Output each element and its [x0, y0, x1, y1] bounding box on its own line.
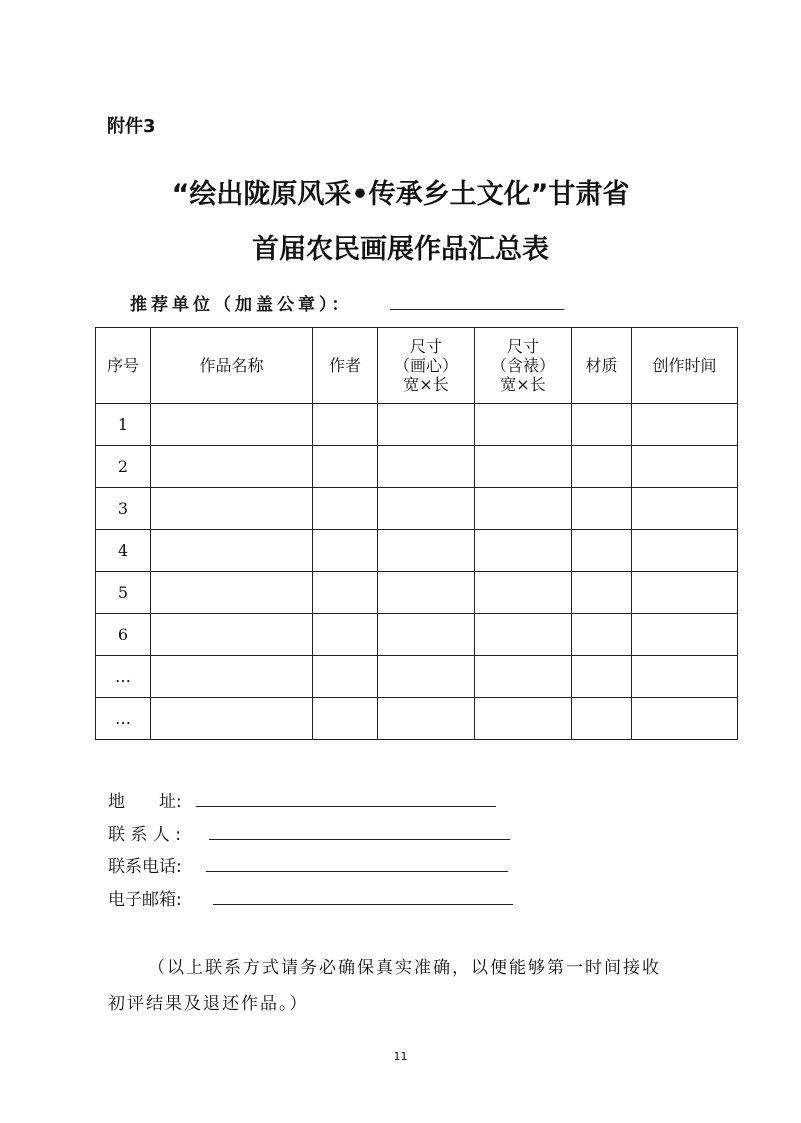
- table-cell[interactable]: [475, 698, 572, 740]
- table-cell[interactable]: [151, 572, 313, 614]
- table-cell[interactable]: [632, 446, 738, 488]
- column-header-line: 作品名称: [199, 356, 264, 375]
- column-header: [378, 328, 475, 404]
- table-cell[interactable]: [151, 530, 313, 572]
- table-cell[interactable]: [378, 404, 475, 446]
- address-label: 地 址:: [108, 792, 182, 812]
- table-cell[interactable]: [632, 404, 738, 446]
- table-cell[interactable]: [572, 488, 632, 530]
- table-cell[interactable]: [572, 698, 632, 740]
- table-cell[interactable]: [313, 614, 378, 656]
- column-header-line: 材质: [585, 356, 618, 375]
- address-row: [108, 787, 182, 812]
- table-cell[interactable]: [313, 530, 378, 572]
- title-line-1: “绘出陇原风采•传承乡土文化”甘肃省: [171, 179, 630, 210]
- table-cell[interactable]: [475, 404, 572, 446]
- table-cell[interactable]: [572, 572, 632, 614]
- row-number: …: [96, 698, 151, 740]
- table-cell[interactable]: [151, 614, 313, 656]
- contact-note: [108, 950, 708, 1022]
- note-line-2: 初评结果及退还作品。）: [108, 994, 309, 1014]
- table-cell[interactable]: [475, 572, 572, 614]
- column-header: [96, 328, 151, 404]
- table-row: [96, 656, 738, 698]
- contact-person-label: 联 系 人 :: [108, 825, 181, 845]
- table-cell[interactable]: [475, 614, 572, 656]
- table-cell[interactable]: [572, 404, 632, 446]
- column-header: [475, 328, 572, 404]
- row-number: 6: [96, 614, 151, 656]
- table-cell[interactable]: [378, 446, 475, 488]
- table-cell[interactable]: [632, 572, 738, 614]
- table-cell[interactable]: [378, 572, 475, 614]
- table-cell[interactable]: [632, 656, 738, 698]
- page-number: 11: [393, 1050, 408, 1063]
- table-cell[interactable]: [313, 698, 378, 740]
- table-cell[interactable]: [475, 656, 572, 698]
- table-cell[interactable]: [313, 488, 378, 530]
- phone-label: 联系电话:: [108, 857, 182, 877]
- column-header-line: （画心）: [393, 356, 458, 375]
- table-header-row: [96, 328, 738, 404]
- table-cell[interactable]: [313, 572, 378, 614]
- table-cell[interactable]: [313, 446, 378, 488]
- summary-table: [95, 327, 738, 740]
- row-number: 3: [96, 488, 151, 530]
- table-cell[interactable]: [632, 530, 738, 572]
- table-row: [96, 614, 738, 656]
- email-label: 电子邮箱:: [108, 890, 182, 910]
- column-header: [151, 328, 313, 404]
- column-header-line: 作者: [328, 356, 361, 375]
- table-cell[interactable]: [151, 446, 313, 488]
- table-cell[interactable]: [572, 530, 632, 572]
- table-cell[interactable]: [632, 488, 738, 530]
- table-body: [96, 404, 738, 740]
- table-row: [96, 572, 738, 614]
- column-header-line: （含裱）: [490, 356, 555, 375]
- table-cell[interactable]: [378, 614, 475, 656]
- address-blank[interactable]: [196, 806, 496, 807]
- column-header-line: 序号: [106, 356, 139, 375]
- table-row: [96, 446, 738, 488]
- email-blank[interactable]: [213, 904, 513, 905]
- attachment-label: 附件3: [107, 116, 156, 137]
- table-cell[interactable]: [632, 614, 738, 656]
- table-cell[interactable]: [151, 404, 313, 446]
- table-cell[interactable]: [151, 488, 313, 530]
- table-row: [96, 488, 738, 530]
- column-header-line: 宽×长: [500, 375, 546, 394]
- column-header-line: 创作时间: [652, 356, 717, 375]
- table-cell[interactable]: [151, 698, 313, 740]
- table-cell[interactable]: [572, 656, 632, 698]
- column-header: [572, 328, 632, 404]
- table-row: [96, 530, 738, 572]
- contact-person-row: [108, 820, 181, 845]
- table-cell[interactable]: [313, 656, 378, 698]
- table-cell[interactable]: [378, 530, 475, 572]
- row-number: …: [96, 656, 151, 698]
- table-cell[interactable]: [378, 698, 475, 740]
- column-header-line: 尺寸: [506, 337, 539, 356]
- table-cell[interactable]: [151, 656, 313, 698]
- table-cell[interactable]: [632, 698, 738, 740]
- table-cell[interactable]: [378, 656, 475, 698]
- table-cell[interactable]: [313, 404, 378, 446]
- table-cell[interactable]: [475, 446, 572, 488]
- title-line-2: 首届农民画展作品汇总表: [252, 234, 549, 265]
- column-header-line: 尺寸: [409, 337, 442, 356]
- table-row: [96, 698, 738, 740]
- table-cell[interactable]: [572, 614, 632, 656]
- note-line-1: （以上联系方式请务必确保真实准确，以便能够第一时间接收: [148, 958, 661, 978]
- row-number: 2: [96, 446, 151, 488]
- phone-blank[interactable]: [206, 871, 508, 872]
- recommend-unit-blank[interactable]: [390, 309, 564, 310]
- phone-row: [108, 852, 182, 877]
- email-row: [108, 885, 182, 910]
- row-number: 5: [96, 572, 151, 614]
- table-cell[interactable]: [572, 446, 632, 488]
- table-cell[interactable]: [475, 530, 572, 572]
- table-cell[interactable]: [475, 488, 572, 530]
- column-header: [632, 328, 738, 404]
- column-header: [313, 328, 378, 404]
- row-number: 4: [96, 530, 151, 572]
- table-row: [96, 404, 738, 446]
- row-number: 1: [96, 404, 151, 446]
- column-header-line: 宽×长: [403, 375, 449, 394]
- contact-person-blank[interactable]: [209, 839, 510, 840]
- table-cell[interactable]: [378, 488, 475, 530]
- recommend-unit-label: 推荐单位（加盖公章）：: [130, 295, 353, 315]
